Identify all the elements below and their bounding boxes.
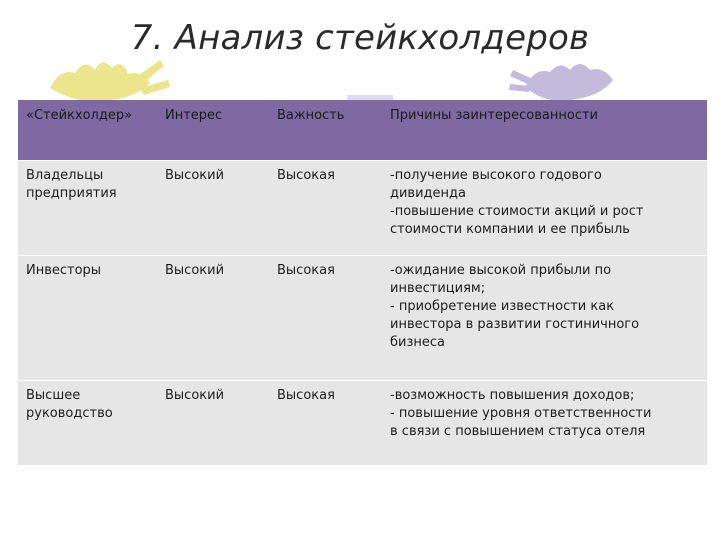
- cell-importance: Высокая: [269, 380, 382, 465]
- cell-interest: Высокий: [157, 380, 269, 465]
- cell-interest: Высокий: [157, 255, 269, 380]
- cell-interest: Высокий: [157, 160, 269, 255]
- cell-stakeholder: Владельцы предприятия: [18, 160, 157, 255]
- cell-stakeholder: Инвесторы: [18, 255, 157, 380]
- table-header-row: [18, 100, 707, 160]
- table-row: [18, 380, 707, 465]
- cell-importance: Высокая: [269, 255, 382, 380]
- cell-importance: Высокая: [269, 160, 382, 255]
- header-importance: Важность: [277, 108, 345, 123]
- cell-stakeholder: Высшее руководство: [18, 380, 157, 465]
- header-interest: Интерес: [165, 108, 223, 123]
- table-row: [18, 160, 707, 255]
- header-reasons: Причины заинтересованности: [390, 108, 598, 123]
- table-row: [18, 255, 707, 380]
- purple-hand-icon: [505, 52, 625, 107]
- slide-title: 7. Анализ стейкхолдеров: [130, 18, 590, 58]
- cell-reasons: -ожидание высокой прибыли по инвестициям; - приобретение известности как инвестора в развитии гостиничного бизнеса: [382, 255, 707, 380]
- header-stakeholder: «Стейкхолдер»: [26, 108, 133, 123]
- cell-reasons: -получение высокого годового дивиденда -повышение стоимости акций и рост стоимости компании и ее прибыль: [382, 160, 707, 255]
- stakeholder-table: [18, 100, 707, 465]
- cell-reasons: -возможность повышения доходов; - повышение уровня ответственности в связи с повышением статуса отеля: [382, 380, 707, 465]
